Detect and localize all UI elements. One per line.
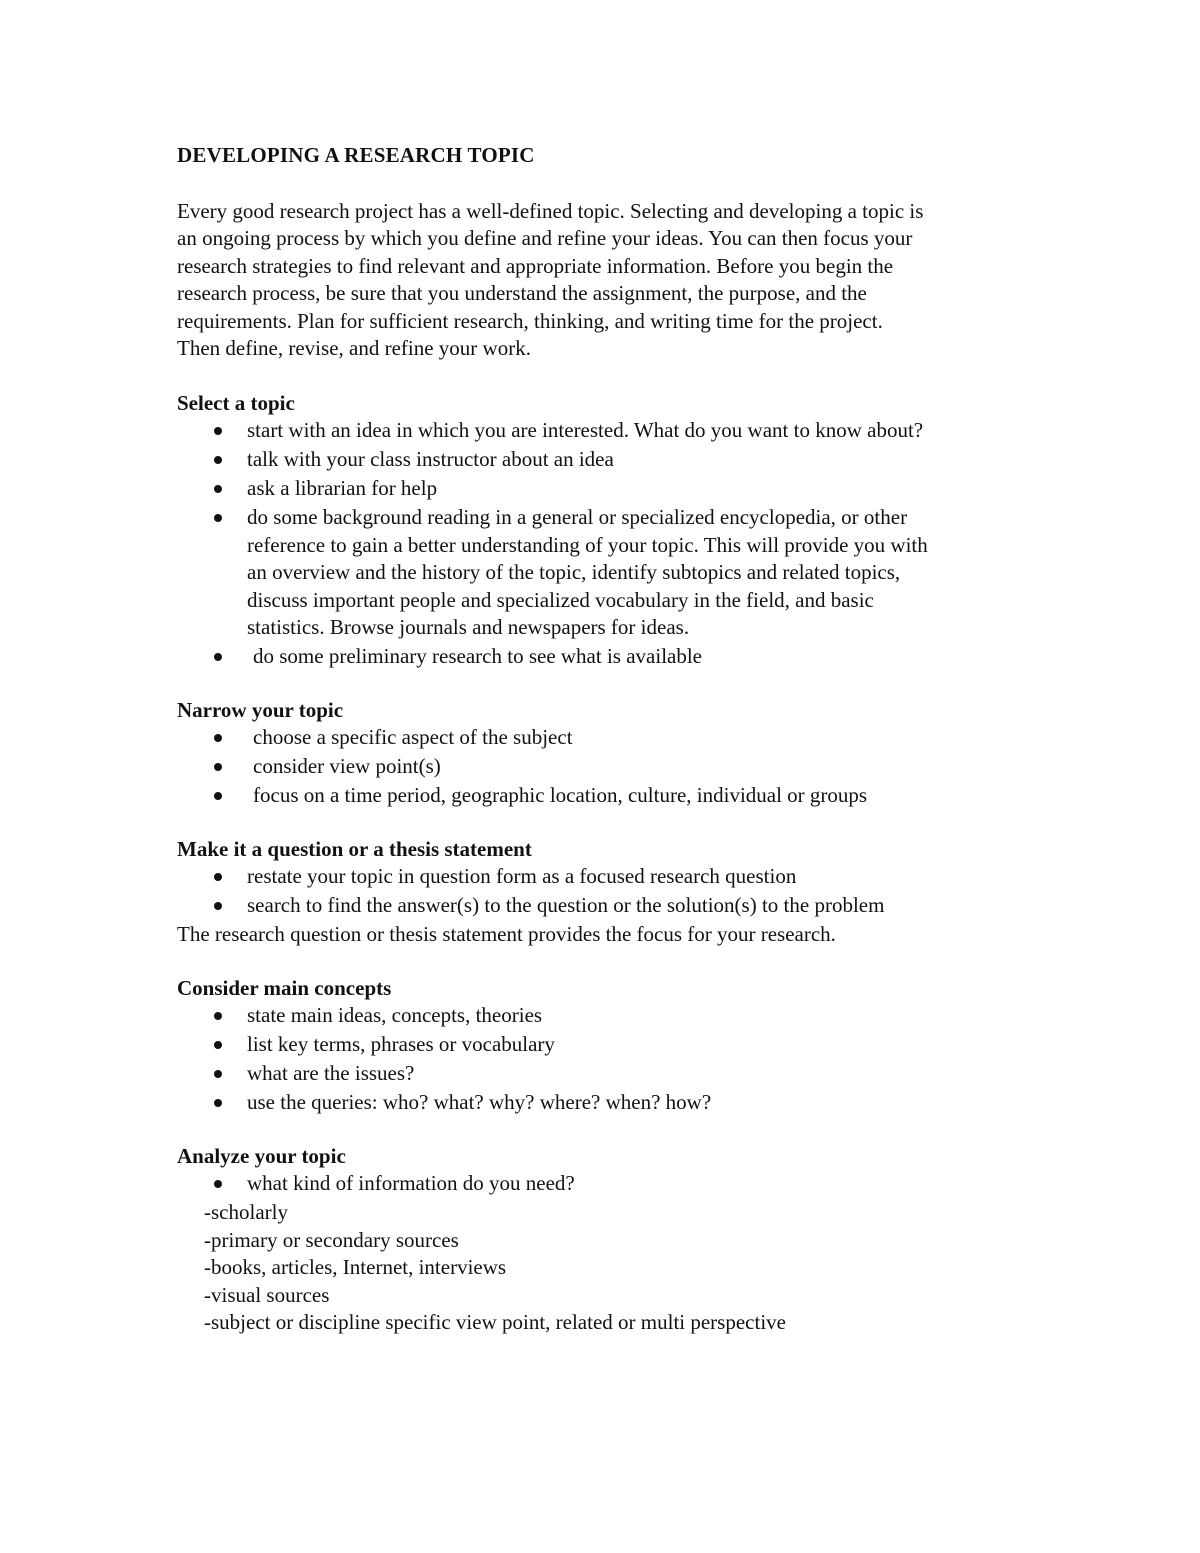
- bullet-icon: [214, 763, 222, 771]
- intro-paragraph: [177, 198, 1057, 363]
- bullet-icon: [214, 1180, 222, 1188]
- sub-list-item: -books, articles, Internet, interviews: [204, 1255, 507, 1279]
- intro-line: requirements. Plan for sufficient research, thinking, and writing time for the project.: [177, 308, 883, 333]
- section-heading: Narrow your topic: [177, 697, 344, 722]
- section-heading: Consider main concepts: [177, 975, 392, 1000]
- sub-list: [177, 1199, 1057, 1337]
- document-page: [177, 142, 1057, 1363]
- bullet-icon: [214, 1099, 222, 1107]
- bullet-icon: [214, 1041, 222, 1049]
- list-item: do some background reading in a general or specialized encyclopedia, or other reference to gain a better understanding of your topic. This will provide you with an overview and the history of the topic, identify subtopics and related topics, discuss important people and specialized vocabulary in the field, and basic statistics. Browse journals and newspapers for ideas.: [177, 504, 1057, 642]
- section-heading: Select a topic: [177, 390, 295, 415]
- bullet-icon: [214, 902, 222, 910]
- sub-list-item: -scholarly: [204, 1200, 288, 1224]
- section-note: The research question or thesis statement provides the focus for your research.: [177, 922, 836, 946]
- list-item: talk with your class instructor about an idea: [177, 446, 1057, 474]
- section-analyze: [177, 1143, 1057, 1337]
- section-heading: Analyze your topic: [177, 1143, 346, 1168]
- section-question: [177, 836, 1057, 949]
- sub-list-item: -visual sources: [204, 1282, 330, 1307]
- document-title: DEVELOPING A RESEARCH TOPIC: [177, 143, 535, 167]
- list-item: what kind of information do you need?: [177, 1170, 1057, 1198]
- list-item: list key terms, phrases or vocabulary: [177, 1031, 1057, 1059]
- list-item: use the queries: who? what? why? where? when? how?: [177, 1089, 1057, 1117]
- section-heading: Make it a question or a thesis statement: [177, 836, 532, 861]
- bullet-list: [177, 1002, 1057, 1117]
- list-item: search to find the answer(s) to the question or the solution(s) to the problem: [177, 892, 1057, 920]
- list-item: ask a librarian for help: [177, 475, 1057, 503]
- intro-line: an ongoing process by which you define and refine your ideas. You can then focus your: [177, 226, 913, 250]
- bullet-list: [177, 1170, 1057, 1198]
- list-item: consider view point(s): [177, 753, 1057, 781]
- section-concepts: [177, 975, 1057, 1117]
- sub-list-item: -subject or discipline specific view point, related or multi perspective: [204, 1310, 786, 1334]
- bullet-icon: [214, 734, 222, 742]
- section-select-topic: [177, 390, 1057, 671]
- intro-line: research process, be sure that you understand the assignment, the purpose, and the: [177, 281, 867, 305]
- bullet-icon: [214, 485, 222, 493]
- bullet-icon: [214, 1070, 222, 1078]
- intro-line: Then define, revise, and refine your work.: [177, 336, 531, 360]
- intro-line: research strategies to find relevant and appropriate information. Before you begin the: [177, 253, 894, 278]
- list-item: start with an idea in which you are interested. What do you want to know about?: [177, 417, 1057, 445]
- intro-line: Every good research project has a well-defined topic. Selecting and developing a topic is: [177, 198, 924, 223]
- bullet-icon: [214, 653, 222, 661]
- bullet-icon: [214, 427, 222, 435]
- bullet-icon: [214, 873, 222, 881]
- list-item: do some preliminary research to see what is available: [177, 643, 1057, 671]
- list-item: choose a specific aspect of the subject: [177, 724, 1057, 752]
- list-item: what are the issues?: [177, 1060, 1057, 1088]
- bullet-icon: [214, 1012, 222, 1020]
- sub-list-item: -primary or secondary sources: [204, 1227, 459, 1252]
- bullet-icon: [214, 514, 222, 522]
- list-item: restate your topic in question form as a focused research question: [177, 863, 1057, 891]
- bullet-icon: [214, 456, 222, 464]
- bullet-list: [177, 724, 1057, 810]
- section-narrow-topic: [177, 697, 1057, 810]
- bullet-list: [177, 863, 1057, 920]
- bullet-icon: [214, 792, 222, 800]
- list-item: focus on a time period, geographic location, culture, individual or groups: [177, 782, 1057, 810]
- list-item: state main ideas, concepts, theories: [177, 1002, 1057, 1030]
- bullet-list: [177, 417, 1057, 671]
